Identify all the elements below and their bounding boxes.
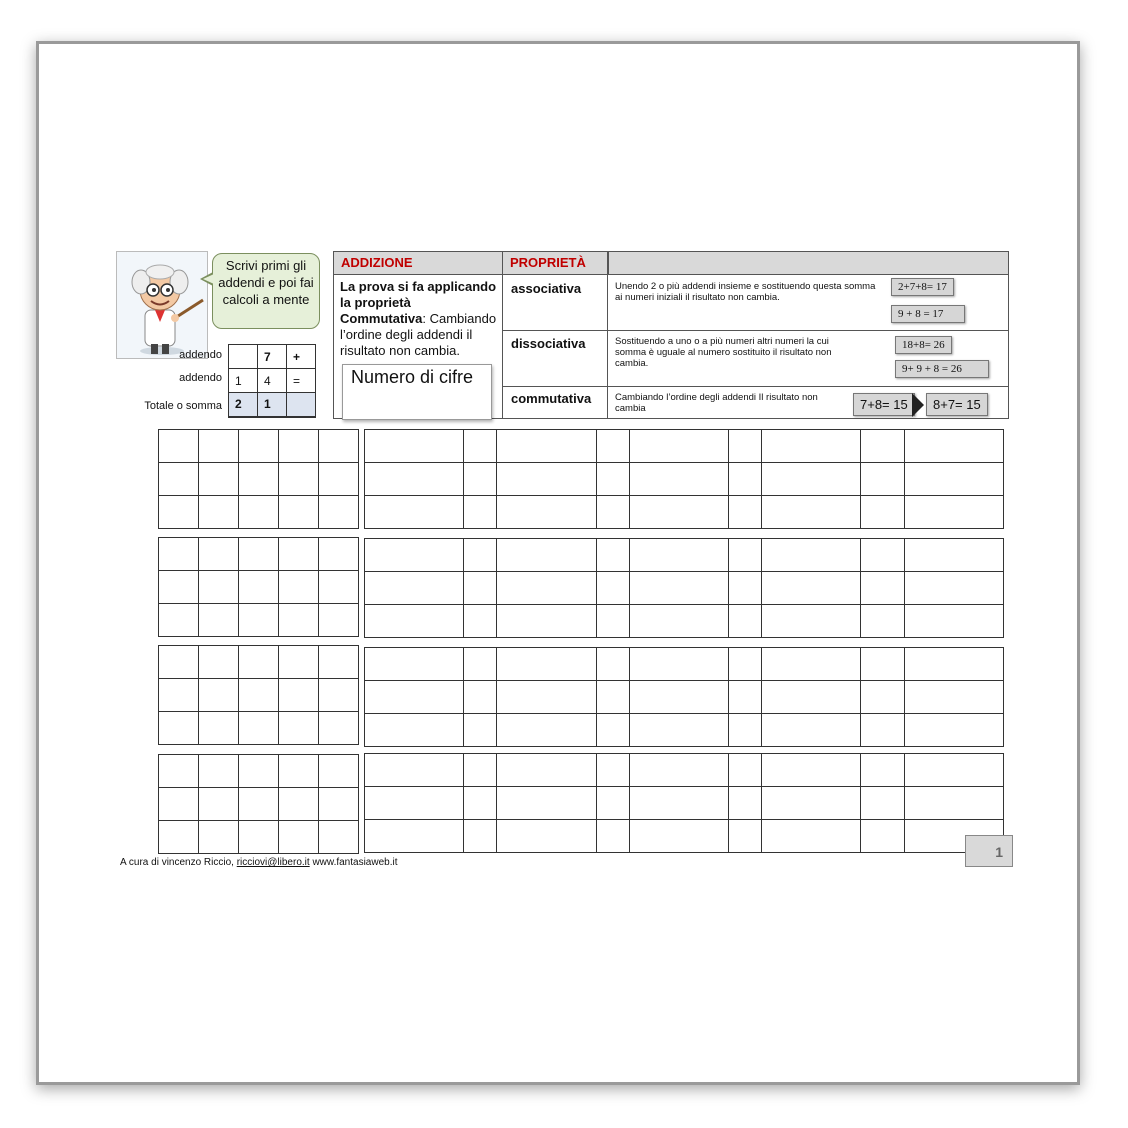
grid-row <box>365 681 1004 714</box>
answer-cell[interactable] <box>861 605 905 638</box>
answer-cell[interactable] <box>597 820 630 853</box>
answer-cell[interactable] <box>464 787 497 820</box>
answer-cell[interactable] <box>861 787 905 820</box>
divider <box>607 252 608 418</box>
answer-cell[interactable] <box>239 538 279 571</box>
answer-cell[interactable] <box>199 679 239 712</box>
divider <box>502 252 503 418</box>
answer-cell[interactable] <box>729 648 762 681</box>
answer-cell[interactable] <box>365 605 464 638</box>
example-associativa-2: 9 + 8 = 17 <box>891 305 965 323</box>
practice-grid-right-1 <box>364 429 1004 529</box>
grid-row <box>159 496 359 529</box>
answer-cell[interactable] <box>239 788 279 821</box>
answer-cell[interactable] <box>279 604 319 637</box>
answer-cell[interactable] <box>464 572 497 605</box>
grid-row <box>159 646 359 679</box>
answer-cell[interactable] <box>861 463 905 496</box>
answer-cell[interactable] <box>861 754 905 787</box>
answer-cell[interactable] <box>319 604 359 637</box>
answer-cell[interactable] <box>861 681 905 714</box>
answer-cell[interactable] <box>497 787 597 820</box>
answer-cell[interactable] <box>464 681 497 714</box>
speech-bubble <box>212 253 320 329</box>
answer-cell[interactable] <box>729 496 762 529</box>
answer-cell[interactable] <box>905 714 1004 747</box>
answer-cell[interactable] <box>762 463 861 496</box>
answer-cell[interactable] <box>762 787 861 820</box>
sample-cell: 2 <box>229 393 258 417</box>
answer-cell[interactable] <box>497 430 597 463</box>
answer-cell[interactable] <box>239 821 279 854</box>
answer-cell[interactable] <box>319 821 359 854</box>
answer-cell[interactable] <box>199 430 239 463</box>
arrow-right-icon <box>912 393 924 417</box>
answer-cell[interactable] <box>464 430 497 463</box>
answer-cell[interactable] <box>762 714 861 747</box>
footer <box>120 857 398 868</box>
answer-cell[interactable] <box>279 571 319 604</box>
practice-grid-right-2 <box>364 538 1004 638</box>
answer-cell[interactable] <box>630 463 729 496</box>
grid-row <box>159 755 359 788</box>
answer-cell[interactable] <box>319 712 359 745</box>
answer-cell[interactable] <box>319 430 359 463</box>
divider <box>502 386 1008 387</box>
answer-cell[interactable] <box>279 755 319 788</box>
answer-cell[interactable] <box>279 788 319 821</box>
answer-cell[interactable] <box>729 820 762 853</box>
answer-cell[interactable] <box>279 646 319 679</box>
answer-cell[interactable] <box>497 496 597 529</box>
answer-cell[interactable] <box>861 539 905 572</box>
grid-row <box>365 539 1004 572</box>
property-desc-commutativa: Cambiando l’ordine degli addendi Il risultato non cambia <box>615 392 818 414</box>
answer-cell[interactable] <box>905 754 1004 787</box>
example-dissociativa-2: 9+ 9 + 8 = 26 <box>895 360 989 378</box>
answer-cell[interactable] <box>159 496 199 529</box>
answer-cell[interactable] <box>905 787 1004 820</box>
answer-cell[interactable] <box>497 681 597 714</box>
answer-cell[interactable] <box>630 648 729 681</box>
sample-cell: + <box>287 345 316 369</box>
footer-email-link[interactable]: ricciovi@libero.it <box>236 857 310 868</box>
answer-cell[interactable] <box>729 754 762 787</box>
answer-cell[interactable] <box>279 679 319 712</box>
answer-cell[interactable] <box>905 539 1004 572</box>
grid-row <box>159 604 359 637</box>
answer-cell[interactable] <box>464 539 497 572</box>
answer-cell[interactable] <box>239 430 279 463</box>
answer-cell[interactable] <box>319 788 359 821</box>
answer-cell[interactable] <box>762 605 861 638</box>
footer-prefix: A cura di vincenzo Riccio, <box>120 857 237 868</box>
answer-cell[interactable] <box>464 648 497 681</box>
answer-cell[interactable] <box>159 538 199 571</box>
example-commutativa-2: 8+7= 15 <box>926 393 988 416</box>
grid-row <box>159 571 359 604</box>
grid-row <box>365 572 1004 605</box>
example-associativa-1: 2+7+8= 17 <box>891 278 954 296</box>
sample-cell: 1 <box>258 393 287 417</box>
answer-cell[interactable] <box>729 605 762 638</box>
grid-row <box>365 463 1004 496</box>
answer-cell[interactable] <box>762 430 861 463</box>
answer-cell[interactable] <box>905 605 1004 638</box>
answer-cell[interactable] <box>630 539 729 572</box>
answer-cell[interactable] <box>159 755 199 788</box>
answer-cell[interactable] <box>239 463 279 496</box>
header-blank <box>608 252 1008 275</box>
practice-grid-right-3 <box>364 647 1004 747</box>
practice-grid-right-4 <box>364 753 1004 853</box>
example-dissociativa-1: 18+8= 26 <box>895 336 952 354</box>
answer-cell[interactable] <box>597 681 630 714</box>
answer-cell[interactable] <box>365 648 464 681</box>
practice-grid-left-3 <box>158 645 359 745</box>
answer-cell[interactable] <box>497 714 597 747</box>
answer-cell[interactable] <box>365 787 464 820</box>
addizione-colon: : <box>422 311 426 326</box>
numero-cifre-box: Numero di cifre <box>342 364 492 420</box>
answer-cell[interactable] <box>319 679 359 712</box>
answer-cell[interactable] <box>497 572 597 605</box>
grid-row <box>365 714 1004 747</box>
answer-cell[interactable] <box>905 648 1004 681</box>
answer-cell[interactable] <box>159 604 199 637</box>
property-name-associativa: associativa <box>511 281 582 296</box>
answer-cell[interactable] <box>199 712 239 745</box>
answer-cell[interactable] <box>159 571 199 604</box>
answer-cell[interactable] <box>762 648 861 681</box>
answer-cell[interactable] <box>597 430 630 463</box>
answer-cell[interactable] <box>319 496 359 529</box>
answer-cell[interactable] <box>905 681 1004 714</box>
answer-cell[interactable] <box>729 787 762 820</box>
practice-grid-left-4 <box>158 754 359 854</box>
answer-cell[interactable] <box>199 538 239 571</box>
answer-cell[interactable] <box>199 604 239 637</box>
answer-cell[interactable] <box>365 496 464 529</box>
answer-cell[interactable] <box>239 755 279 788</box>
grid-row <box>365 605 1004 638</box>
sample-cell <box>287 393 316 417</box>
property-desc-dissociativa: Sostituendo a uno o a più numeri altri numeri la cui somma è uguale al numero sostituito il risultato non cambia. <box>615 336 832 369</box>
sample-addition-grid <box>228 344 316 418</box>
answer-cell[interactable] <box>199 571 239 604</box>
answer-cell[interactable] <box>762 754 861 787</box>
answer-cell[interactable] <box>365 539 464 572</box>
divider <box>502 330 1008 331</box>
answer-cell[interactable] <box>464 714 497 747</box>
answer-cell[interactable] <box>762 681 861 714</box>
answer-cell[interactable] <box>861 820 905 853</box>
grid-row <box>159 463 359 496</box>
answer-cell[interactable] <box>319 755 359 788</box>
answer-cell[interactable] <box>497 754 597 787</box>
answer-cell[interactable] <box>365 681 464 714</box>
property-name-commutativa: commutativa <box>511 391 592 406</box>
answer-cell[interactable] <box>630 430 729 463</box>
answer-cell[interactable] <box>279 430 319 463</box>
sample-cell: 7 <box>258 345 287 369</box>
answer-cell[interactable] <box>905 496 1004 529</box>
answer-cell[interactable] <box>497 539 597 572</box>
answer-cell[interactable] <box>319 538 359 571</box>
grid-row <box>159 788 359 821</box>
answer-cell[interactable] <box>365 463 464 496</box>
addizione-description <box>340 279 498 359</box>
answer-cell[interactable] <box>630 787 729 820</box>
answer-cell[interactable] <box>597 754 630 787</box>
grid-row <box>365 820 1004 853</box>
answer-cell[interactable] <box>497 463 597 496</box>
answer-cell[interactable] <box>861 714 905 747</box>
answer-cell[interactable] <box>497 648 597 681</box>
answer-cell[interactable] <box>464 463 497 496</box>
answer-cell[interactable] <box>497 605 597 638</box>
example-commutativa-1: 7+8= 15 <box>853 393 915 416</box>
answer-cell[interactable] <box>365 714 464 747</box>
answer-cell[interactable] <box>630 681 729 714</box>
addizione-rest: Cambiando l’ordine degli addendi il risultato non cambia. <box>340 311 497 358</box>
answer-cell[interactable] <box>630 754 729 787</box>
grid-row <box>365 430 1004 463</box>
property-name-dissociativa: dissociativa <box>511 336 586 351</box>
grid-row <box>159 712 359 745</box>
answer-cell[interactable] <box>319 463 359 496</box>
answer-cell[interactable] <box>159 712 199 745</box>
answer-cell[interactable] <box>279 463 319 496</box>
label-totale: Totale o somma <box>144 400 222 412</box>
answer-cell[interactable] <box>762 572 861 605</box>
bubble-text: Scrivi primi gli addendi e poi fai calcoli a mente <box>218 258 314 307</box>
grid-row <box>159 430 359 463</box>
answer-cell[interactable] <box>597 539 630 572</box>
answer-cell[interactable] <box>861 572 905 605</box>
answer-cell[interactable] <box>159 679 199 712</box>
answer-cell[interactable] <box>630 496 729 529</box>
answer-cell[interactable] <box>762 496 861 529</box>
professor-illustration <box>116 251 208 359</box>
answer-cell[interactable] <box>597 496 630 529</box>
answer-cell[interactable] <box>159 463 199 496</box>
answer-cell[interactable] <box>729 681 762 714</box>
answer-cell[interactable] <box>199 755 239 788</box>
answer-cell[interactable] <box>630 605 729 638</box>
answer-cell[interactable] <box>464 820 497 853</box>
answer-cell[interactable] <box>199 788 239 821</box>
grid-row <box>159 821 359 854</box>
answer-cell[interactable] <box>239 712 279 745</box>
answer-cell[interactable] <box>729 539 762 572</box>
answer-cell[interactable] <box>279 496 319 529</box>
answer-cell[interactable] <box>762 820 861 853</box>
grid-row <box>159 538 359 571</box>
answer-cell[interactable] <box>199 463 239 496</box>
answer-cell[interactable] <box>597 787 630 820</box>
grid-row <box>365 496 1004 529</box>
answer-cell[interactable] <box>319 646 359 679</box>
answer-cell[interactable] <box>365 820 464 853</box>
answer-cell[interactable] <box>861 430 905 463</box>
answer-cell[interactable] <box>861 648 905 681</box>
answer-cell[interactable] <box>597 463 630 496</box>
answer-cell[interactable] <box>762 539 861 572</box>
answer-cell[interactable] <box>279 538 319 571</box>
answer-cell[interactable] <box>464 496 497 529</box>
practice-grid-left-1 <box>158 429 359 529</box>
sample-cell: 4 <box>258 369 287 393</box>
answer-cell[interactable] <box>905 430 1004 463</box>
answer-cell[interactable] <box>239 571 279 604</box>
answer-cell[interactable] <box>597 605 630 638</box>
answer-cell[interactable] <box>159 646 199 679</box>
label-addendo-1: addendo <box>179 349 222 361</box>
answer-cell[interactable] <box>597 714 630 747</box>
answer-cell[interactable] <box>630 572 729 605</box>
header-proprieta: PROPRIETÀ <box>502 252 608 275</box>
answer-cell[interactable] <box>729 572 762 605</box>
answer-cell[interactable] <box>630 714 729 747</box>
answer-cell[interactable] <box>199 496 239 529</box>
grid-row <box>159 679 359 712</box>
grid-row <box>365 787 1004 820</box>
answer-cell[interactable] <box>905 463 1004 496</box>
answer-cell[interactable] <box>319 571 359 604</box>
header-addizione: ADDIZIONE <box>334 252 502 275</box>
answer-cell[interactable] <box>464 605 497 638</box>
property-desc-associativa: Unendo 2 o più addendi insieme e sostituendo questa somma ai numeri iniziali il risultato non cambia. <box>615 281 876 303</box>
grid-row <box>365 648 1004 681</box>
answer-cell[interactable] <box>861 496 905 529</box>
answer-cell[interactable] <box>199 646 239 679</box>
answer-cell[interactable] <box>159 821 199 854</box>
answer-cell[interactable] <box>159 430 199 463</box>
addizione-bold: La prova si fa applicando la proprietà Commutativa <box>340 279 497 326</box>
answer-cell[interactable] <box>239 496 279 529</box>
answer-cell[interactable] <box>199 821 239 854</box>
answer-cell[interactable] <box>905 572 1004 605</box>
answer-cell[interactable] <box>365 754 464 787</box>
answer-cell[interactable] <box>597 648 630 681</box>
sample-cell: 1 <box>229 369 258 393</box>
answer-cell[interactable] <box>729 463 762 496</box>
sample-cell: = <box>287 369 316 393</box>
answer-cell[interactable] <box>729 714 762 747</box>
answer-cell[interactable] <box>630 820 729 853</box>
grid-row <box>365 754 1004 787</box>
answer-cell[interactable] <box>279 712 319 745</box>
answer-cell[interactable] <box>365 572 464 605</box>
answer-cell[interactable] <box>239 604 279 637</box>
answer-cell[interactable] <box>597 572 630 605</box>
practice-grid-left-2 <box>158 537 359 637</box>
answer-cell[interactable] <box>279 821 319 854</box>
page-number: 1 <box>965 835 1013 867</box>
answer-cell[interactable] <box>497 820 597 853</box>
answer-cell[interactable] <box>239 646 279 679</box>
label-addendo-2: addendo <box>179 372 222 384</box>
answer-cell[interactable] <box>239 679 279 712</box>
answer-cell[interactable] <box>464 754 497 787</box>
answer-cell[interactable] <box>365 430 464 463</box>
answer-cell[interactable] <box>159 788 199 821</box>
footer-site: www.fantasiaweb.it <box>309 857 398 868</box>
answer-cell[interactable] <box>729 430 762 463</box>
sample-cell <box>229 345 258 369</box>
